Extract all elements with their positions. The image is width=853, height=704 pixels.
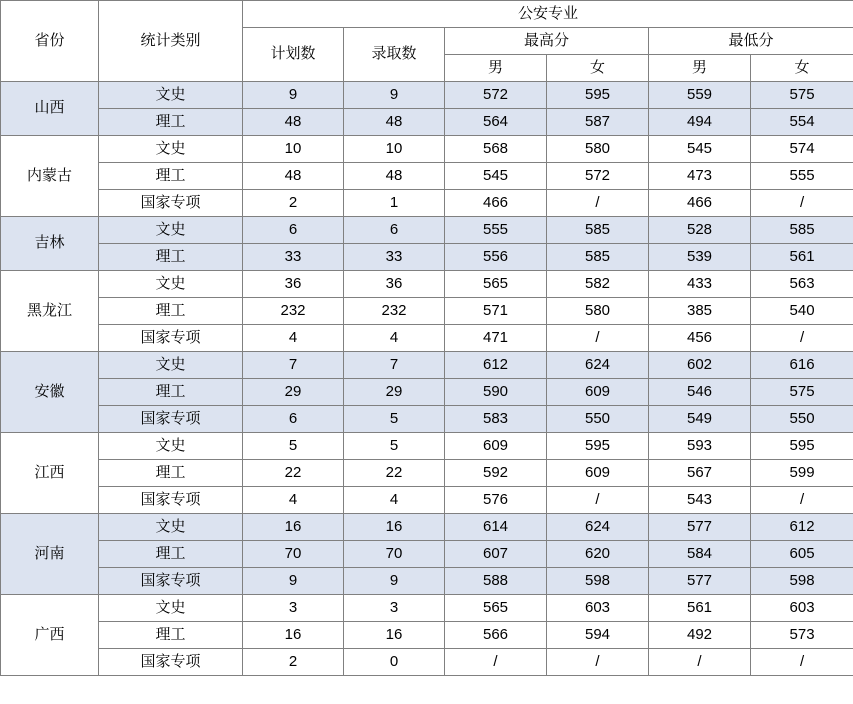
lowest-female-cell: 575 bbox=[751, 82, 853, 109]
highest-male-cell: 471 bbox=[445, 325, 547, 352]
lowest-female-cell: 616 bbox=[751, 352, 853, 379]
category-cell: 理工 bbox=[99, 622, 243, 649]
table-row bbox=[1, 433, 853, 460]
table-row bbox=[1, 82, 853, 109]
category-cell: 理工 bbox=[99, 541, 243, 568]
header-category: 统计类别 bbox=[99, 1, 243, 82]
lowest-female-cell: / bbox=[751, 649, 853, 676]
highest-male-cell: 568 bbox=[445, 136, 547, 163]
plan-count-cell: 48 bbox=[243, 163, 344, 190]
admitted-count-cell: 1 bbox=[344, 190, 445, 217]
highest-female-cell: 582 bbox=[547, 271, 649, 298]
lowest-female-cell: / bbox=[751, 190, 853, 217]
table-row bbox=[1, 163, 853, 190]
category-cell: 文史 bbox=[99, 433, 243, 460]
category-cell: 理工 bbox=[99, 379, 243, 406]
highest-female-cell: 609 bbox=[547, 460, 649, 487]
lowest-female-cell: 561 bbox=[751, 244, 853, 271]
highest-male-cell: 564 bbox=[445, 109, 547, 136]
province-cell: 河南 bbox=[1, 514, 99, 595]
highest-male-cell: 576 bbox=[445, 487, 547, 514]
province-cell: 内蒙古 bbox=[1, 136, 99, 217]
lowest-male-cell: 545 bbox=[649, 136, 751, 163]
category-cell: 理工 bbox=[99, 244, 243, 271]
plan-count-cell: 70 bbox=[243, 541, 344, 568]
table-row bbox=[1, 271, 853, 298]
admitted-count-cell: 9 bbox=[344, 82, 445, 109]
plan-count-cell: 33 bbox=[243, 244, 344, 271]
table-row bbox=[1, 217, 853, 244]
table-row bbox=[1, 109, 853, 136]
province-cell: 吉林 bbox=[1, 217, 99, 271]
table-row bbox=[1, 406, 853, 433]
highest-male-cell: 583 bbox=[445, 406, 547, 433]
lowest-male-cell: 473 bbox=[649, 163, 751, 190]
plan-count-cell: 22 bbox=[243, 460, 344, 487]
highest-male-cell: 566 bbox=[445, 622, 547, 649]
category-cell: 理工 bbox=[99, 109, 243, 136]
province-cell: 安徽 bbox=[1, 352, 99, 433]
lowest-female-cell: 612 bbox=[751, 514, 853, 541]
table-row bbox=[1, 190, 853, 217]
lowest-female-cell: / bbox=[751, 487, 853, 514]
admitted-count-cell: 29 bbox=[344, 379, 445, 406]
highest-male-cell: 592 bbox=[445, 460, 547, 487]
lowest-male-cell: 593 bbox=[649, 433, 751, 460]
highest-female-cell: 598 bbox=[547, 568, 649, 595]
lowest-female-cell: 573 bbox=[751, 622, 853, 649]
highest-female-cell: / bbox=[547, 190, 649, 217]
admitted-count-cell: 22 bbox=[344, 460, 445, 487]
header-lowest-male: 男 bbox=[649, 55, 751, 82]
lowest-male-cell: 584 bbox=[649, 541, 751, 568]
table-row bbox=[1, 298, 853, 325]
lowest-male-cell: 577 bbox=[649, 514, 751, 541]
highest-male-cell: 590 bbox=[445, 379, 547, 406]
highest-female-cell: 620 bbox=[547, 541, 649, 568]
admitted-count-cell: 7 bbox=[344, 352, 445, 379]
lowest-male-cell: 528 bbox=[649, 217, 751, 244]
plan-count-cell: 232 bbox=[243, 298, 344, 325]
lowest-female-cell: 563 bbox=[751, 271, 853, 298]
lowest-male-cell: 466 bbox=[649, 190, 751, 217]
lowest-female-cell: 554 bbox=[751, 109, 853, 136]
highest-female-cell: 572 bbox=[547, 163, 649, 190]
category-cell: 国家专项 bbox=[99, 568, 243, 595]
category-cell: 文史 bbox=[99, 136, 243, 163]
plan-count-cell: 7 bbox=[243, 352, 344, 379]
plan-count-cell: 48 bbox=[243, 109, 344, 136]
highest-male-cell: 565 bbox=[445, 271, 547, 298]
table-row bbox=[1, 379, 853, 406]
plan-count-cell: 16 bbox=[243, 622, 344, 649]
province-cell: 黑龙江 bbox=[1, 271, 99, 352]
category-cell: 文史 bbox=[99, 217, 243, 244]
highest-male-cell: 466 bbox=[445, 190, 547, 217]
highest-female-cell: 594 bbox=[547, 622, 649, 649]
plan-count-cell: 3 bbox=[243, 595, 344, 622]
highest-female-cell: 585 bbox=[547, 217, 649, 244]
highest-male-cell: 588 bbox=[445, 568, 547, 595]
plan-count-cell: 2 bbox=[243, 190, 344, 217]
highest-male-cell: 607 bbox=[445, 541, 547, 568]
province-cell: 广西 bbox=[1, 595, 99, 676]
plan-count-cell: 4 bbox=[243, 325, 344, 352]
table-row bbox=[1, 244, 853, 271]
table-row bbox=[1, 460, 853, 487]
category-cell: 国家专项 bbox=[99, 406, 243, 433]
lowest-female-cell: 599 bbox=[751, 460, 853, 487]
lowest-male-cell: 561 bbox=[649, 595, 751, 622]
lowest-male-cell: / bbox=[649, 649, 751, 676]
admitted-count-cell: 4 bbox=[344, 487, 445, 514]
lowest-female-cell: 540 bbox=[751, 298, 853, 325]
category-cell: 文史 bbox=[99, 82, 243, 109]
lowest-male-cell: 549 bbox=[649, 406, 751, 433]
category-cell: 国家专项 bbox=[99, 190, 243, 217]
highest-female-cell: 603 bbox=[547, 595, 649, 622]
plan-count-cell: 36 bbox=[243, 271, 344, 298]
highest-female-cell: 587 bbox=[547, 109, 649, 136]
highest-female-cell: 580 bbox=[547, 298, 649, 325]
lowest-female-cell: 574 bbox=[751, 136, 853, 163]
header-lowest-female: 女 bbox=[751, 55, 853, 82]
header-admitted: 录取数 bbox=[344, 28, 445, 82]
lowest-male-cell: 577 bbox=[649, 568, 751, 595]
admitted-count-cell: 9 bbox=[344, 568, 445, 595]
highest-female-cell: 585 bbox=[547, 244, 649, 271]
table-row bbox=[1, 622, 853, 649]
admitted-count-cell: 48 bbox=[344, 163, 445, 190]
admitted-count-cell: 6 bbox=[344, 217, 445, 244]
highest-male-cell: 572 bbox=[445, 82, 547, 109]
lowest-male-cell: 385 bbox=[649, 298, 751, 325]
header-plan: 计划数 bbox=[243, 28, 344, 82]
table-header-row-1 bbox=[1, 1, 853, 28]
category-cell: 国家专项 bbox=[99, 487, 243, 514]
lowest-female-cell: 603 bbox=[751, 595, 853, 622]
highest-male-cell: 609 bbox=[445, 433, 547, 460]
category-cell: 国家专项 bbox=[99, 649, 243, 676]
highest-male-cell: 556 bbox=[445, 244, 547, 271]
admitted-count-cell: 36 bbox=[344, 271, 445, 298]
table-row bbox=[1, 487, 853, 514]
lowest-female-cell: 550 bbox=[751, 406, 853, 433]
province-cell: 山西 bbox=[1, 82, 99, 136]
plan-count-cell: 5 bbox=[243, 433, 344, 460]
lowest-male-cell: 494 bbox=[649, 109, 751, 136]
category-cell: 国家专项 bbox=[99, 325, 243, 352]
admitted-count-cell: 10 bbox=[344, 136, 445, 163]
lowest-male-cell: 456 bbox=[649, 325, 751, 352]
plan-count-cell: 2 bbox=[243, 649, 344, 676]
header-major-group: 公安专业 bbox=[243, 1, 853, 28]
category-cell: 文史 bbox=[99, 271, 243, 298]
admitted-count-cell: 16 bbox=[344, 514, 445, 541]
table-row bbox=[1, 649, 853, 676]
admitted-count-cell: 48 bbox=[344, 109, 445, 136]
highest-male-cell: / bbox=[445, 649, 547, 676]
table-row bbox=[1, 352, 853, 379]
admitted-count-cell: 3 bbox=[344, 595, 445, 622]
admitted-count-cell: 5 bbox=[344, 406, 445, 433]
admitted-count-cell: 70 bbox=[344, 541, 445, 568]
lowest-female-cell: 598 bbox=[751, 568, 853, 595]
highest-female-cell: 550 bbox=[547, 406, 649, 433]
header-highest-male: 男 bbox=[445, 55, 547, 82]
table-row bbox=[1, 541, 853, 568]
lowest-male-cell: 602 bbox=[649, 352, 751, 379]
plan-count-cell: 16 bbox=[243, 514, 344, 541]
lowest-male-cell: 567 bbox=[649, 460, 751, 487]
lowest-female-cell: 605 bbox=[751, 541, 853, 568]
lowest-male-cell: 543 bbox=[649, 487, 751, 514]
province-cell: 江西 bbox=[1, 433, 99, 514]
admitted-count-cell: 16 bbox=[344, 622, 445, 649]
admitted-count-cell: 232 bbox=[344, 298, 445, 325]
lowest-female-cell: 555 bbox=[751, 163, 853, 190]
lowest-male-cell: 546 bbox=[649, 379, 751, 406]
lowest-male-cell: 433 bbox=[649, 271, 751, 298]
category-cell: 文史 bbox=[99, 352, 243, 379]
plan-count-cell: 4 bbox=[243, 487, 344, 514]
category-cell: 理工 bbox=[99, 163, 243, 190]
table-row bbox=[1, 514, 853, 541]
highest-female-cell: 595 bbox=[547, 82, 649, 109]
highest-female-cell: 609 bbox=[547, 379, 649, 406]
highest-male-cell: 545 bbox=[445, 163, 547, 190]
admitted-count-cell: 0 bbox=[344, 649, 445, 676]
lowest-female-cell: 575 bbox=[751, 379, 853, 406]
plan-count-cell: 9 bbox=[243, 568, 344, 595]
plan-count-cell: 29 bbox=[243, 379, 344, 406]
highest-female-cell: 624 bbox=[547, 352, 649, 379]
highest-male-cell: 565 bbox=[445, 595, 547, 622]
admitted-count-cell: 4 bbox=[344, 325, 445, 352]
category-cell: 理工 bbox=[99, 460, 243, 487]
table-row bbox=[1, 568, 853, 595]
plan-count-cell: 6 bbox=[243, 406, 344, 433]
category-cell: 理工 bbox=[99, 298, 243, 325]
category-cell: 文史 bbox=[99, 595, 243, 622]
category-cell: 文史 bbox=[99, 514, 243, 541]
admitted-count-cell: 33 bbox=[344, 244, 445, 271]
plan-count-cell: 9 bbox=[243, 82, 344, 109]
highest-male-cell: 555 bbox=[445, 217, 547, 244]
lowest-female-cell: 595 bbox=[751, 433, 853, 460]
highest-female-cell: 595 bbox=[547, 433, 649, 460]
plan-count-cell: 10 bbox=[243, 136, 344, 163]
highest-male-cell: 614 bbox=[445, 514, 547, 541]
header-highest-score: 最高分 bbox=[445, 28, 649, 55]
table-row bbox=[1, 136, 853, 163]
table-row bbox=[1, 325, 853, 352]
lowest-male-cell: 539 bbox=[649, 244, 751, 271]
lowest-female-cell: / bbox=[751, 325, 853, 352]
header-highest-female: 女 bbox=[547, 55, 649, 82]
lowest-male-cell: 492 bbox=[649, 622, 751, 649]
header-lowest-score: 最低分 bbox=[649, 28, 853, 55]
lowest-female-cell: 585 bbox=[751, 217, 853, 244]
highest-male-cell: 612 bbox=[445, 352, 547, 379]
highest-female-cell: / bbox=[547, 325, 649, 352]
header-province: 省份 bbox=[1, 1, 99, 82]
highest-female-cell: / bbox=[547, 487, 649, 514]
highest-male-cell: 571 bbox=[445, 298, 547, 325]
admitted-count-cell: 5 bbox=[344, 433, 445, 460]
highest-female-cell: 580 bbox=[547, 136, 649, 163]
plan-count-cell: 6 bbox=[243, 217, 344, 244]
highest-female-cell: / bbox=[547, 649, 649, 676]
table-row bbox=[1, 595, 853, 622]
highest-female-cell: 624 bbox=[547, 514, 649, 541]
lowest-male-cell: 559 bbox=[649, 82, 751, 109]
